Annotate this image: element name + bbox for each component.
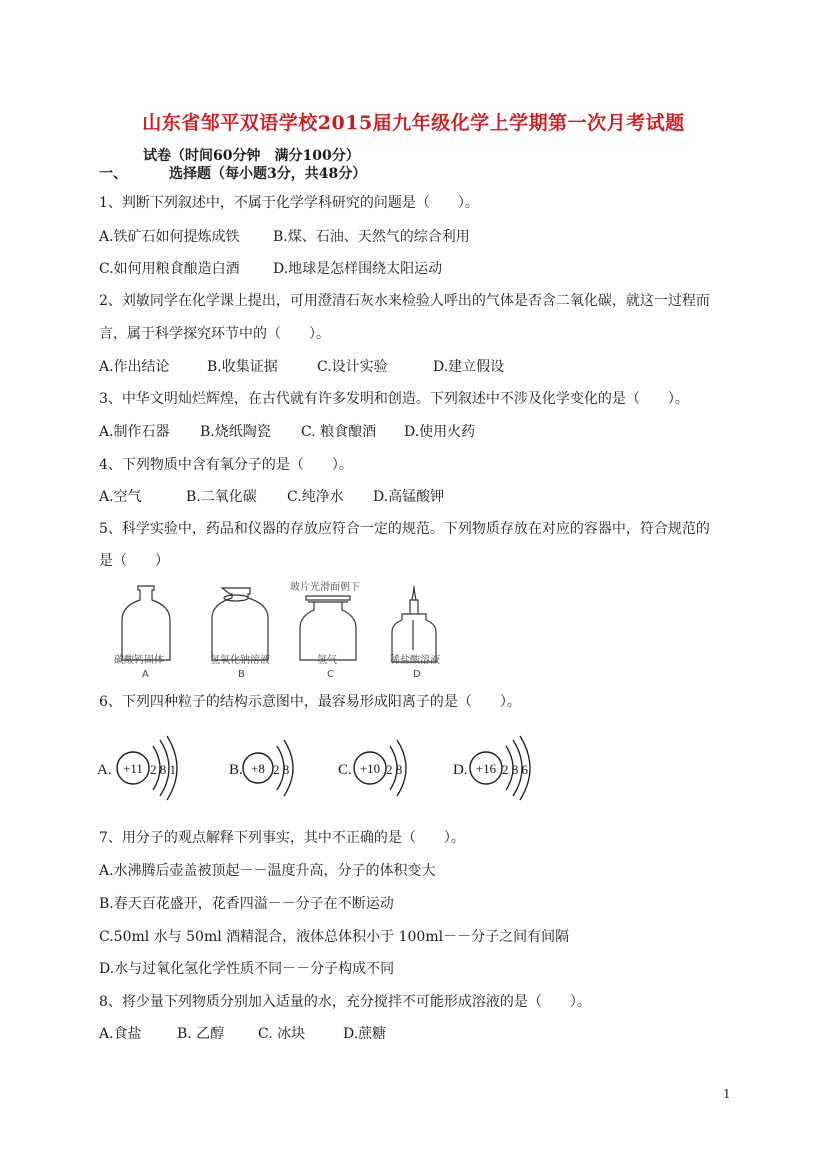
question-3-stem: 3、中华文明灿烂辉煌，在古代就有许多发明和创造。下列叙述中不涉及化学变化的是（ ）。 — [99, 391, 689, 407]
question-6-stem: 6、下列四种粒子的结构示意图中，最容易形成阳离子的是（ ）。 — [99, 694, 521, 710]
particle-c — [338, 740, 406, 796]
q1-option-a: A.铁矿石如何提炼成铁 — [99, 229, 240, 245]
svg-text:2 8: 2 8 — [386, 762, 403, 777]
svg-text:C.: C. — [338, 762, 352, 778]
q2-option-a: A.作出结论 — [99, 359, 170, 375]
question-2-stem-line1: 2、刘敏同学在化学课上提出，可用澄清石灰水来检验人呼出的气体是否含二氧化碳，就这一过程而 — [99, 293, 710, 309]
q7-option-d: D.水与过氧化氢化学性质不同－－分子构成不同 — [99, 961, 395, 977]
q8-option-b: B. 乙醇 — [177, 1026, 225, 1042]
svg-text:D.: D. — [453, 762, 468, 778]
svg-text:+11: +11 — [123, 761, 143, 776]
q1-option-d: D.地球是怎样围绕太阳运动 — [273, 261, 443, 277]
q8-option-a: A.食盐 — [99, 1026, 142, 1042]
q2-option-d: D.建立假设 — [433, 359, 505, 375]
bottle-d-letter: D — [413, 669, 421, 680]
bottle-a-label: 碳酸钙固体 — [114, 655, 164, 666]
q3-option-b: B.烧纸陶瓷 — [200, 424, 271, 440]
bottle-c-letter: C — [327, 669, 334, 680]
section-heading — [99, 163, 366, 183]
q1-option-b: B.煤、石油、天然气的综合利用 — [273, 229, 470, 245]
svg-text:2 8: 2 8 — [273, 762, 290, 777]
exam-subtitle: 试卷（时间60分钟 满分100分） — [143, 148, 360, 164]
q7-option-b: B.春天百花盛开，花香四溢－－分子在不断运动 — [99, 896, 394, 912]
q8-option-d: D.蔗糖 — [343, 1026, 387, 1042]
q3-option-c: C. 粮食酿酒 — [301, 424, 377, 440]
q1-option-c: C.如何用粮食酿造白酒 — [99, 261, 240, 277]
atomic-structure-figure — [95, 732, 535, 804]
q3-option-d: D.使用火药 — [404, 424, 476, 440]
question-2-stem-line2: 言，属于科学探究环节中的（ ）。 — [99, 326, 330, 342]
question-4-stem: 4、下列物质中含有氧分子的是（ ）。 — [99, 457, 353, 473]
q3-option-a: A.制作石器 — [99, 424, 170, 440]
question-5-stem-line2: 是（ ） — [99, 553, 169, 569]
q4-option-d: D.高锰酸钾 — [373, 489, 445, 505]
question-1-stem: 1、判断下列叙述中，不属于化学学科研究的问题是（ ）。 — [99, 195, 479, 211]
section-number: 一、 — [99, 166, 127, 182]
bottle-a-icon — [122, 586, 170, 660]
figure-note: 玻片光滑面朝下 — [290, 582, 360, 593]
q4-option-a: A.空气 — [99, 489, 142, 505]
page-number: 1 — [723, 1087, 731, 1101]
svg-text:+8: +8 — [251, 761, 265, 776]
bottle-d-label: 稀盐酸溶液 — [390, 655, 440, 666]
svg-text:2 8 1: 2 8 1 — [150, 762, 176, 777]
particle-a — [97, 736, 177, 800]
bottle-b-icon — [212, 588, 268, 660]
svg-text:+10: +10 — [359, 761, 381, 776]
bottle-b-label: 氢氧化钠溶液 — [210, 655, 270, 666]
svg-text:2 8 6: 2 8 6 — [502, 762, 528, 777]
gas-jar-c-icon — [300, 602, 356, 660]
svg-text:B.: B. — [229, 762, 243, 778]
q4-option-c: C.纯净水 — [287, 489, 344, 505]
question-5-stem-line1: 5、科学实验中，药品和仪器的存放应符合一定的规范。下列物质存放在对应的容器中，符合规范的 — [99, 521, 710, 537]
q7-option-c: C.50ml 水与 50ml 酒精混合，液体总体积小于 100ml－－分子之间有间隔 — [99, 929, 570, 945]
q7-option-a: A.水沸腾后壶盖被顶起－－温度升高，分子的体积变大 — [99, 863, 436, 879]
reagent-bottles-figure — [110, 578, 470, 682]
svg-text:+16: +16 — [475, 761, 497, 776]
bottle-b-letter: B — [238, 669, 245, 680]
particle-d — [453, 736, 530, 800]
question-7-stem: 7、用分子的观点解释下列事实，其中不正确的是（ ）。 — [99, 830, 465, 846]
section-label: 选择题（每小题3分，共48分） — [169, 166, 367, 182]
page-title: 山东省邹平双语学校2015届九年级化学上学期第一次月考试题 — [142, 112, 685, 134]
q2-option-c: C.设计实验 — [317, 359, 388, 375]
bottle-a-letter: A — [142, 669, 149, 680]
q8-option-c: C. 冰块 — [258, 1026, 306, 1042]
q4-option-b: B.二氧化碳 — [186, 489, 257, 505]
particle-b — [229, 740, 293, 796]
svg-text:A.: A. — [97, 762, 112, 778]
question-8-stem: 8、将少量下列物质分别加入适量的水，充分搅拌不可能形成溶液的是（ ）。 — [99, 994, 591, 1010]
bottle-c-label: 氢气 — [317, 655, 337, 666]
q2-option-b: B.收集证据 — [207, 359, 278, 375]
